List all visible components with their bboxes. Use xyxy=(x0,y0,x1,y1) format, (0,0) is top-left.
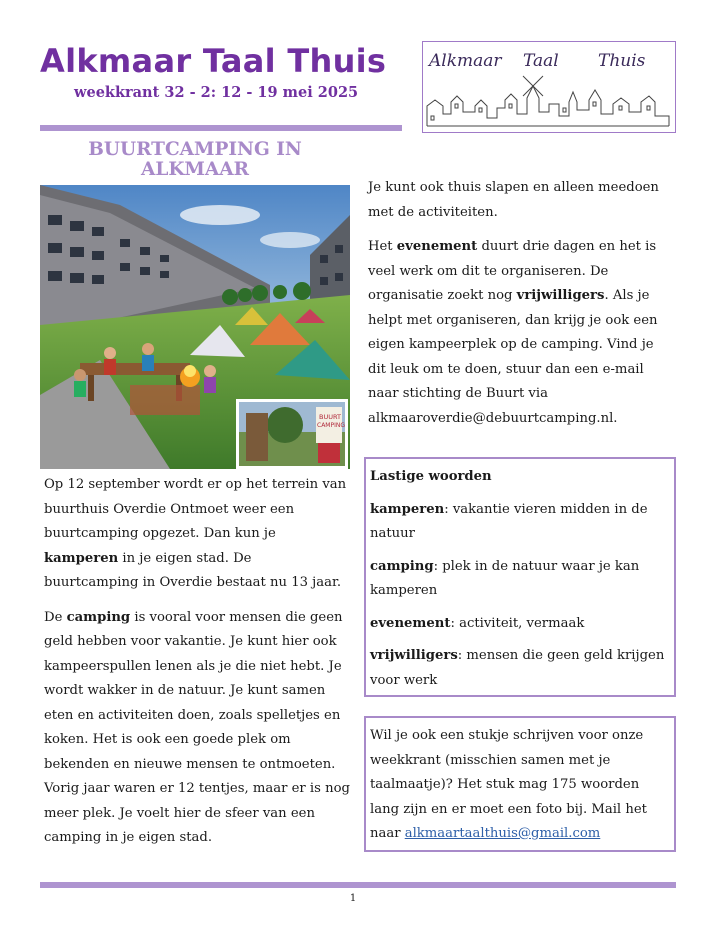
svg-text:CAMPING: CAMPING xyxy=(317,422,345,429)
footer-divider xyxy=(40,882,676,888)
page-number: 1 xyxy=(349,893,357,904)
logo xyxy=(422,41,676,133)
camping-photo xyxy=(40,185,350,469)
article-title: BUURTCAMPING IN ALKMAAR xyxy=(88,139,302,180)
camping-sign-text: BUURT xyxy=(319,413,341,421)
glossary-term: kamperen xyxy=(370,501,445,517)
keyword: evenement xyxy=(396,239,478,254)
email-link[interactable]: alkmaartaalthuis@gmail.com xyxy=(404,826,601,841)
article-right-column xyxy=(368,176,674,441)
glossary-title: Lastige woorden xyxy=(370,469,492,484)
edition-subtitle: weekkrant 32 - 2: 12 - 19 mei 2025 xyxy=(74,84,359,101)
right-paragraph: Je kunt ook thuis slapen en alleen meedoen met de activiteiten. xyxy=(368,180,659,220)
glossary-term: camping xyxy=(370,558,434,574)
glossary-box xyxy=(364,457,676,697)
left-paragraph: Op 12 september wordt er op het terrein van buurthuis Overdie Ontmoet weer een buurtcamping opgezet. Dan kun je kamperen in je eigen stad. De buurtcamping in Overdie bestaat nu 13 jaar. xyxy=(44,477,347,590)
glossary-item: evenement: activiteit, vermaak xyxy=(370,615,585,631)
callout-text: Wil je ook een stukje schrijven voor onze weekkrant (misschien samen met je taalmaatje)? Het stuk mag 175 woorden lang zijn en er moet een foto bij. Mail het naar xyxy=(370,728,647,841)
newsletter-title: Alkmaar Taal Thuis xyxy=(40,42,387,80)
keyword: kamperen xyxy=(44,550,119,566)
glossary-item: camping: plek in de natuur waar je kan kamperen xyxy=(370,558,640,598)
logo-word-1: Alkmaar xyxy=(429,51,502,71)
keyword: vrijwilligers xyxy=(516,288,605,303)
skyline-icon xyxy=(427,76,669,126)
contribution-callout xyxy=(364,716,676,852)
logo-word-3: Thuis xyxy=(598,51,646,71)
right-paragraph: Het evenement duurt drie dagen en het is veel werk om dit te organiseren. De organisatie zoekt nog vrijwilligers. Als je helpt met organiseren, dan krijg je ook een eigen kampeerplek op de camping. Vind je dit leuk om te doen, stuur dan een e-mail naar stichting de Buurt via alkmaaroverdie@debuurtcamping.nl. xyxy=(368,239,658,426)
glossary-term: evenement xyxy=(370,615,451,631)
keyword: camping xyxy=(66,609,131,625)
glossary-item: kamperen: vakantie vieren midden in de natuur xyxy=(370,501,648,541)
left-paragraph: De camping is vooral voor mensen die geen geld hebben voor vakantie. Je kunt hier ook kampeerspullen lenen als je die niet hebt. Je wordt wakker in de natuur. Je kunt samen eten en activiteiten doen, zoals spelletjes en koken. Het is ook een goede plek om bekenden en nieuwe mensen te ontmoeten. Vorig jaar waren er 12 tentjes, maar er is nog meer plek. Je voelt hier de sfeer van een camping in je eigen stad. xyxy=(44,609,350,845)
logo-word-2: Taal xyxy=(523,51,559,71)
header-divider xyxy=(40,125,402,131)
glossary-term: vrijwilligers xyxy=(370,648,458,663)
glossary-item: vrijwilligers: mensen die geen geld krijgen voor werk xyxy=(370,648,665,688)
article-left-column xyxy=(44,473,350,861)
